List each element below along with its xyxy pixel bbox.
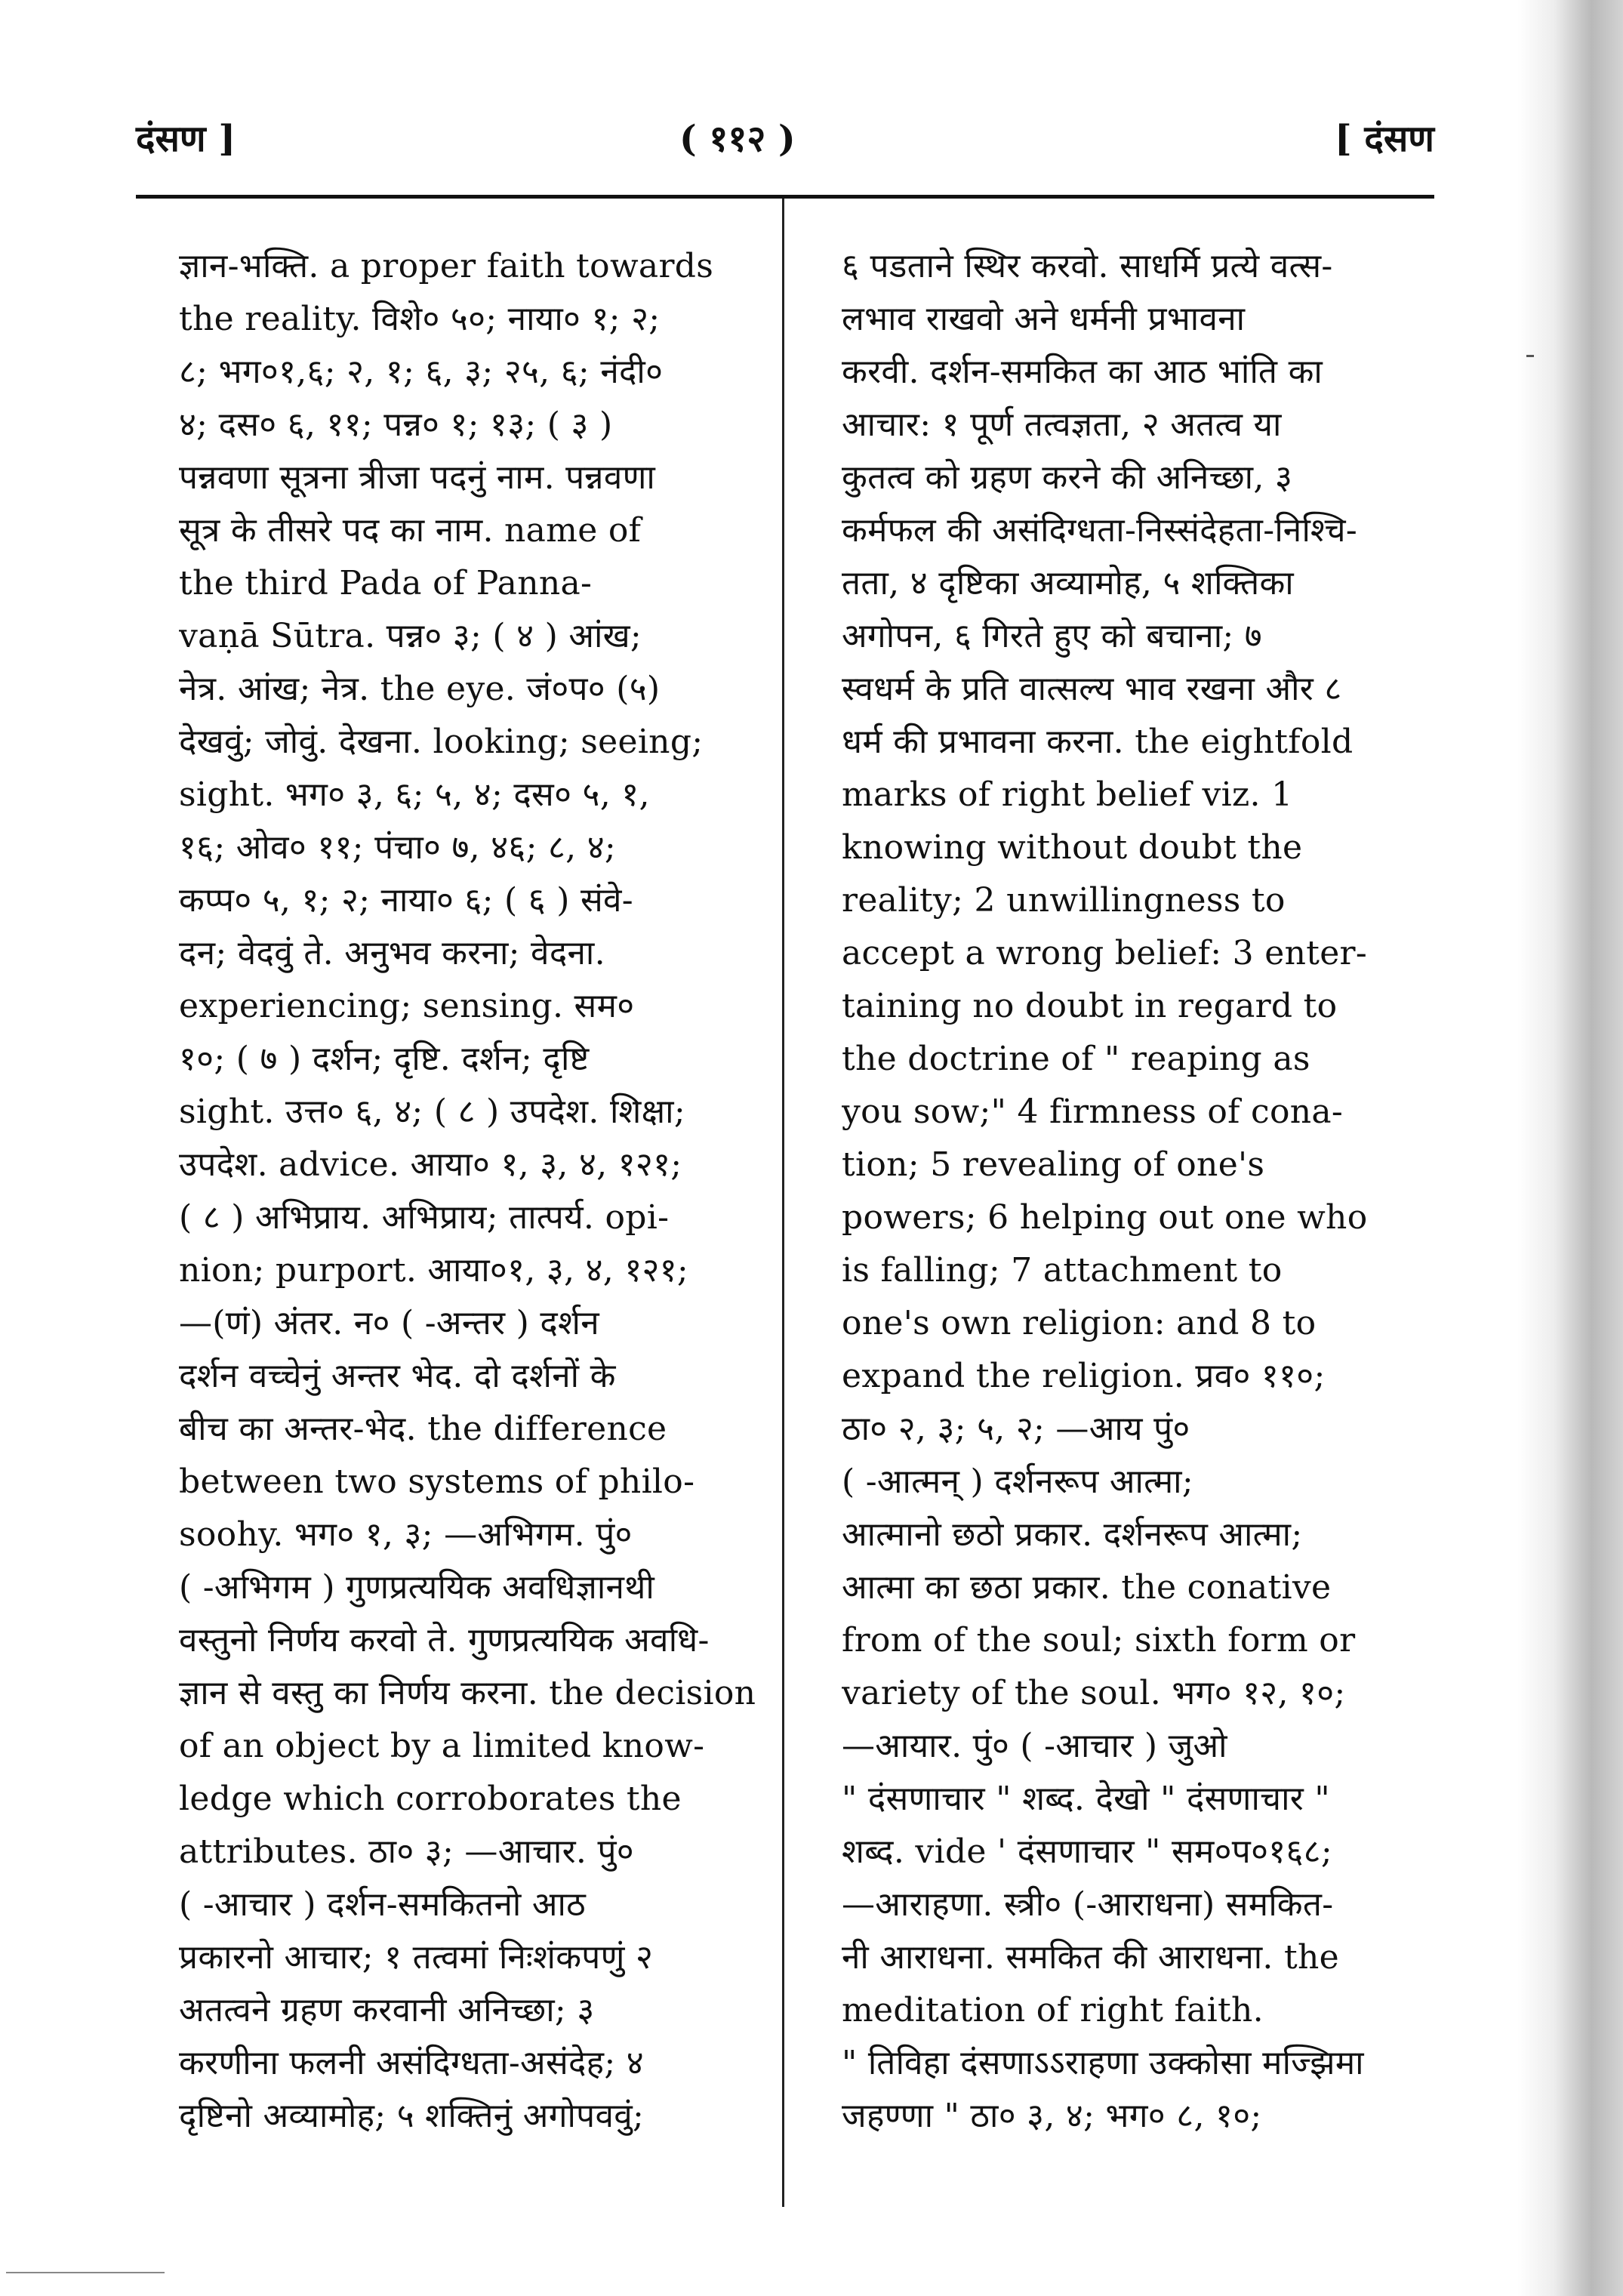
text-line: vaṇā Sūtra. पन्न० ३; ( ४ ) आंख; (179, 617, 642, 655)
text-line: sight. उत्त० ६, ४; ( ८ ) उपदेश. शिक्षा; (179, 1093, 685, 1131)
text-line: करणीना फलनी असंदिग्धता-असंदेह; ४ (179, 2044, 644, 2082)
text-line: " तिविहा दंसणाऽऽराहणा उक्कोसा मज्झिमा (842, 2044, 1364, 2082)
text-line: करवी. दर्शन-समकित का आठ भांति का (842, 353, 1323, 391)
footer-rule (6, 2272, 165, 2273)
right-column (842, 240, 1423, 2233)
text-line: ८; भग०१,६; २, १; ६, ३; २५, ६; नंदी० (179, 353, 664, 391)
text-line: between two systems of philo- (179, 1462, 695, 1501)
text-line: —(णं) अंतर. न० ( -अन्तर ) दर्शन (179, 1304, 599, 1342)
text-line: ( ८ ) अभिप्राय. अभिप्राय; तात्पर्य. opi- (179, 1198, 670, 1237)
text-line: of an object by a limited know- (179, 1727, 705, 1765)
text-line: ४; दस० ६, ११; पन्न० १; १३; ( ३ ) (179, 405, 613, 444)
text-line: दृष्टिनो अव्यामोह; ५ शक्तिनुं अगोपववुं; (179, 2097, 645, 2135)
text-line: १६; ओव० ११; पंचा० ७, ४६; ८, ४; (179, 828, 617, 867)
text-line: सूत्र के तीसरे पद का नाम. name of (179, 511, 642, 550)
text-line: powers; 6 helping out one who (842, 1198, 1368, 1237)
text-line: from of the soul; sixth form or (842, 1621, 1356, 1660)
text-line: अगोपन, ६ गिरते हुए को बचाना; ७ (842, 617, 1262, 655)
text-line: the reality. विशे० ५०; नाया० १; २; (179, 300, 661, 338)
text-line: कुतत्व को ग्रहण करने की अनिच्छा, ३ (842, 458, 1293, 497)
text-line: soohy. भग० १, ३; —अभिगम. पुं० (179, 1515, 633, 1554)
text-line: sight. भग० ३, ६; ५, ४; दस० ५, १, (179, 775, 650, 814)
text-line: कर्मफल की असंदिग्धता-निस्संदेहता-निश्चि- (842, 511, 1358, 550)
text-line: ज्ञान से वस्तु का निर्णय करना. the decision (179, 1674, 756, 1712)
text-line: अतत्वने ग्रहण करवानी अनिच्छा; ३ (179, 1991, 595, 2029)
text-line: पन्नवणा सूत्रना त्रीजा पदनुं नाम. पन्नवणा (179, 458, 656, 497)
text-line: reality; 2 unwillingness to (842, 881, 1286, 920)
text-line: accept a wrong belief: 3 enter- (842, 934, 1368, 972)
text-line: दन; वेदवुं ते. अनुभव करना; वेदना. (179, 934, 605, 972)
text-line: tion; 5 revealing of one's (842, 1145, 1265, 1184)
text-line: " दंसणाचार " शब्द. देखो " दंसणाचार " (842, 1780, 1330, 1818)
text-line: —आराहणा. स्त्री० (-आराधना) समकित- (842, 1885, 1334, 1924)
text-line: ठा० २, ३; ५, २; —आय पुं० (842, 1410, 1190, 1448)
text-line: प्रकारनो आचार; १ तत्वमां निःशंकपणुं २ (179, 1938, 654, 1977)
text-line: स्वधर्म के प्रति वात्सल्य भाव रखना और ८ (842, 670, 1342, 708)
text-line: ६ पडताने स्थिर करवो. साधर्मि प्रत्ये वत्स- (842, 247, 1333, 285)
text-line: expand the religion. प्रव० ११०; (842, 1357, 1326, 1395)
text-line: नी आराधना. समकित की आराधना. the (842, 1938, 1339, 1977)
text-line: आत्मा का छठा प्रकार. the conative (842, 1568, 1332, 1607)
text-line: दर्शन वच्चेनुं अन्तर भेद. दो दर्शनों के (179, 1357, 616, 1395)
text-line: ( -आचार ) दर्शन-समकितनो आठ (179, 1885, 586, 1924)
text-line: बीच का अन्तर-भेद. the difference (179, 1410, 667, 1448)
text-line: marks of right belief viz. 1 (842, 775, 1293, 814)
text-line: one's own religion: and 8 to (842, 1304, 1317, 1342)
text-line: is falling; 7 attachment to (842, 1251, 1283, 1290)
text-line: nion; purport. आया०१, ३, ४, १२१; (179, 1251, 689, 1290)
column-divider (782, 199, 784, 2207)
scan-page-edge (1517, 0, 1623, 2296)
text-line: you sow;" 4 firmness of cona- (842, 1093, 1344, 1131)
edge-mark (1526, 355, 1534, 357)
text-line: उपदेश. advice. आया० १, ३, ४, १२१; (179, 1145, 682, 1184)
text-line: नेत्र. आंख; नेत्र. the eye. जं०प० (५) (179, 670, 661, 708)
text-line: ( -आत्मन् ) दर्शनरूप आत्मा; (842, 1462, 1193, 1501)
text-line: कप्प० ५, १; २; नाया० ६; ( ६ ) संवे- (179, 881, 633, 920)
running-head-right: [ दंसण (1334, 118, 1434, 160)
text-line: the third Pada of Panna- (179, 564, 593, 603)
text-line: knowing without doubt the (842, 828, 1303, 867)
text-line: attributes. ठा० ३; —आचार. पुं० (179, 1832, 634, 1871)
text-line: experiencing; sensing. सम० (179, 987, 635, 1025)
text-line: आचार: १ पूर्ण तत्वज्ञता, २ अतत्व या (842, 405, 1282, 444)
text-line: देखवुं; जोवुं. देखना. looking; seeing; (179, 723, 704, 761)
header-rule (136, 195, 1434, 199)
text-line: ज्ञान-भक्ति. a proper faith towards (179, 247, 714, 285)
text-line: १०; ( ७ ) दर्शन; दृष्टि. दर्शन; दृष्टि (179, 1040, 590, 1078)
text-line: ( -अभिगम ) गुणप्रत्ययिक अवधिज्ञानथी (179, 1568, 655, 1607)
text-line: ledge which corroborates the (179, 1780, 682, 1818)
text-line: शब्द. vide ' दंसणाचार " सम०प०१६८; (842, 1832, 1332, 1871)
text-line: धर्म की प्रभावना करना. the eightfold (842, 723, 1354, 761)
text-line: variety of the soul. भग० १२, १०; (842, 1674, 1346, 1712)
text-line: meditation of right faith. (842, 1991, 1264, 2029)
left-column (179, 240, 760, 2233)
text-line: तता, ४ दृष्टिका अव्यामोह, ५ शक्तिका (842, 564, 1294, 603)
text-line: आत्मानो छठो प्रकार. दर्शनरूप आत्मा; (842, 1515, 1303, 1554)
text-line: —आयार. पुं० ( -आचार ) जुओ (842, 1727, 1227, 1765)
text-line: taining no doubt in regard to (842, 987, 1338, 1025)
running-head-left: दंसण ] (136, 118, 236, 160)
page-number: ( ११२ ) (679, 118, 796, 160)
text-line: लभाव राखवो अने धर्मनी प्रभावना (842, 300, 1246, 338)
running-head (136, 113, 1434, 166)
text-line: the doctrine of " reaping as (842, 1040, 1310, 1078)
text-line: जहण्णा " ठा० ३, ४; भग० ८, १०; (842, 2097, 1262, 2135)
text-line: वस्तुनो निर्णय करवो ते. गुणप्रत्ययिक अवधि- (179, 1621, 710, 1660)
